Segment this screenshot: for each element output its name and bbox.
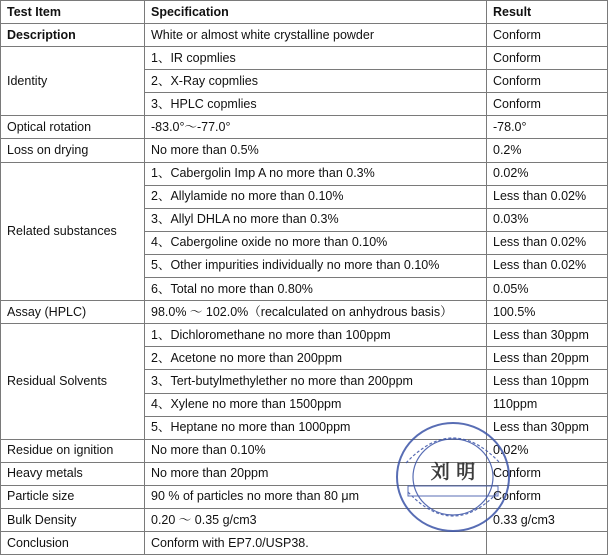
table-row (1, 508, 608, 531)
header-specification: Specification (145, 1, 487, 24)
table-row (1, 462, 608, 485)
table-row (1, 301, 608, 324)
specification-cell: 98.0% ～ 102.0%（recalculated on anhydrous basis） (145, 301, 487, 324)
test-item-cell: Conclusion (1, 532, 145, 555)
specification-cell: 2、Acetone no more than 200ppm (145, 347, 487, 370)
result-cell: Less than 0.02% (487, 185, 608, 208)
test-item-cell: Heavy metals (1, 462, 145, 485)
table-row (1, 485, 608, 508)
specification-cell: 0.20 ～ 0.35 g/cm3 (145, 508, 487, 531)
result-cell: Conform (487, 70, 608, 93)
specification-cell: 1、Dichloromethane no more than 100ppm (145, 324, 487, 347)
result-cell: 0.33 g/cm3 (487, 508, 608, 531)
result-cell: 0.05% (487, 278, 608, 301)
table-row (1, 139, 608, 162)
result-cell: Less than 10ppm (487, 370, 608, 393)
test-item-cell: Bulk Density (1, 508, 145, 531)
result-cell: 0.02% (487, 162, 608, 185)
test-item-cell: Particle size (1, 485, 145, 508)
table-row (1, 162, 608, 185)
table-row (1, 532, 608, 555)
test-item-cell: Description (1, 24, 145, 47)
table-row (1, 24, 608, 47)
result-cell: 0.03% (487, 208, 608, 231)
table-body (1, 24, 608, 555)
result-cell: Less than 20ppm (487, 347, 608, 370)
table-row (1, 324, 608, 347)
specification-cell: 3、Tert-butylmethylether no more than 200ppm (145, 370, 487, 393)
test-item-cell: Assay (HPLC) (1, 301, 145, 324)
specification-cell: No more than 20ppm (145, 462, 487, 485)
specification-cell: 4、Cabergoline oxide no more than 0.10% (145, 231, 487, 254)
specification-cell: 1、IR copmlies (145, 47, 487, 70)
result-cell: Conform (487, 24, 608, 47)
specification-cell: 4、Xylene no more than 1500ppm (145, 393, 487, 416)
result-cell: 0.2% (487, 139, 608, 162)
result-cell: Less than 0.02% (487, 231, 608, 254)
header-row (1, 1, 608, 24)
result-cell: Conform (487, 47, 608, 70)
result-cell: Conform (487, 93, 608, 116)
result-cell: 0.02% (487, 439, 608, 462)
specification-cell: 3、HPLC copmlies (145, 93, 487, 116)
specification-cell: 5、Other impurities individually no more than 0.10% (145, 254, 487, 277)
result-cell (487, 532, 608, 555)
specification-cell: No more than 0.10% (145, 439, 487, 462)
result-cell: 110ppm (487, 393, 608, 416)
test-item-cell: Optical rotation (1, 116, 145, 139)
result-cell: Conform (487, 485, 608, 508)
specification-cell: 2、X-Ray copmlies (145, 70, 487, 93)
table-row (1, 439, 608, 462)
test-item-cell: Identity (1, 47, 145, 116)
table-row (1, 47, 608, 70)
specification-cell: 3、Allyl DHLA no more than 0.3% (145, 208, 487, 231)
result-cell: Less than 0.02% (487, 254, 608, 277)
signature: 刘 明 (430, 461, 476, 483)
result-cell: Less than 30ppm (487, 324, 608, 347)
result-cell: Less than 30ppm (487, 416, 608, 439)
specification-cell: No more than 0.5% (145, 139, 487, 162)
table-row (1, 116, 608, 139)
specification-cell: -83.0°～-77.0° (145, 116, 487, 139)
specification-cell: 90 % of particles no more than 80 μm (145, 485, 487, 508)
specification-cell: 5、Heptane no more than 1000ppm (145, 416, 487, 439)
header-test-item: Test Item (1, 1, 145, 24)
specification-cell: White or almost white crystalline powder (145, 24, 487, 47)
test-item-cell: Residue on ignition (1, 439, 145, 462)
test-item-cell: Loss on drying (1, 139, 145, 162)
specification-cell: 6、Total no more than 0.80% (145, 278, 487, 301)
test-item-cell: Residual Solvents (1, 324, 145, 439)
specification-cell: 2、Allylamide no more than 0.10% (145, 185, 487, 208)
header-result: Result (487, 1, 608, 24)
test-item-cell: Related substances (1, 162, 145, 301)
specification-cell: 1、Cabergolin Imp A no more than 0.3% (145, 162, 487, 185)
result-cell: Conform (487, 462, 608, 485)
result-cell: 100.5% (487, 301, 608, 324)
result-cell: -78.0° (487, 116, 608, 139)
specification-cell: Conform with EP7.0/USP38. (145, 532, 487, 555)
